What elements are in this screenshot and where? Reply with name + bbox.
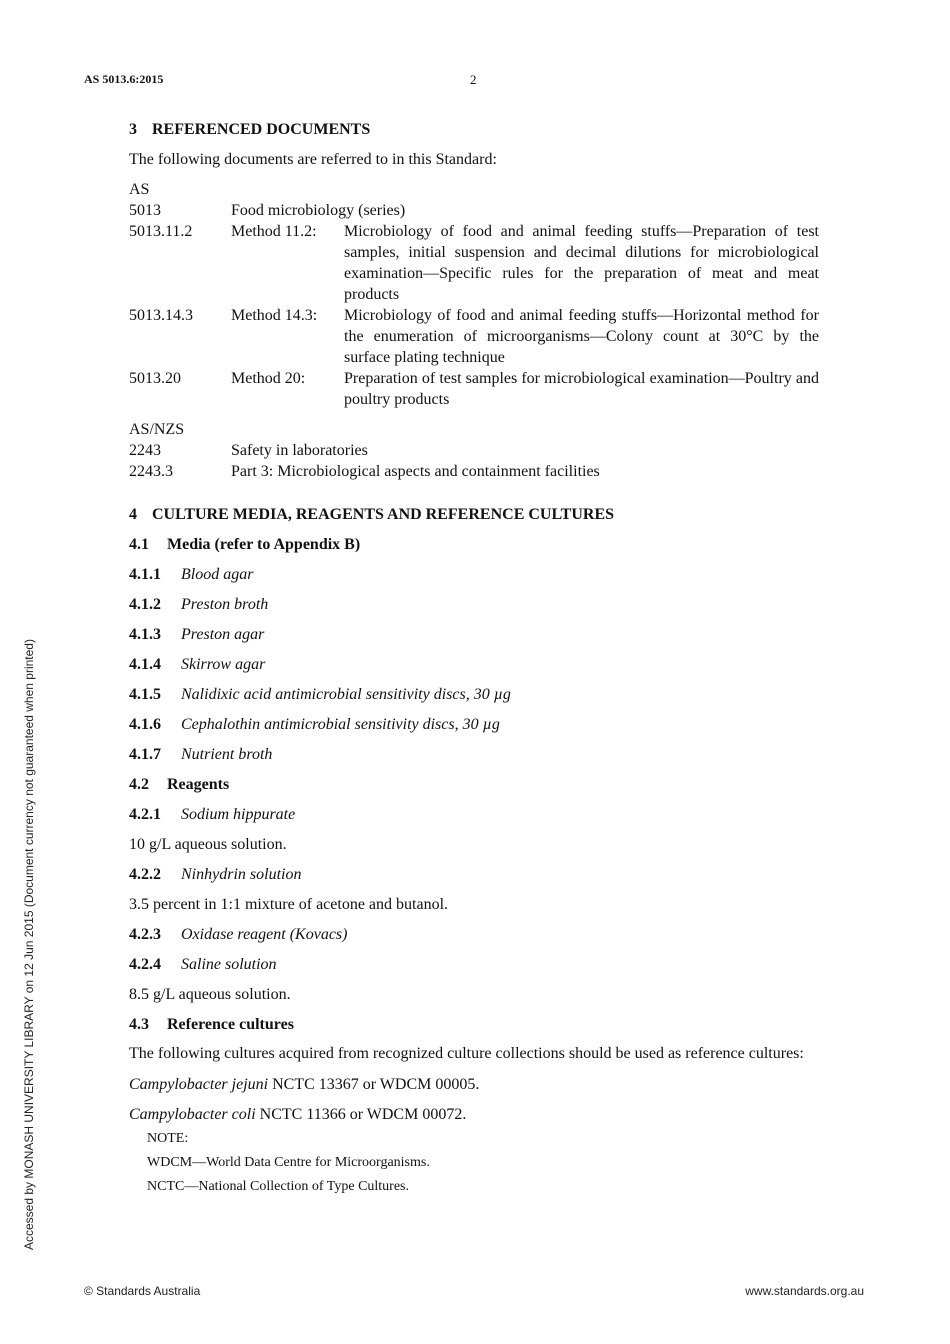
page-body [129,119,819,1199]
reference-cultures-intro: The following cultures acquired from recognized culture collections should be used as reference cultures: [129,1045,804,1062]
referenced-asnzs-group [129,419,819,482]
culture-item: Campylobacter jejuni NCTC 13367 or WDCM 00005. [129,1076,480,1093]
clause-4-3-heading: 4.3 Reference cultures [129,1016,294,1033]
reagent-item: 4.2.2 Ninhydrin solution [129,866,302,883]
media-item: 4.1.1 Blood agar [129,566,254,583]
media-item: 4.1.6 Cephalothin antimicrobial sensitivity discs, 30 µg [129,716,500,733]
media-item: 4.1.7 Nutrient broth [129,746,273,763]
footer-website: www.standards.org.au [745,1284,864,1298]
ref-group-label: AS [129,181,150,198]
reagent-description: 3.5 percent in 1:1 mixture of acetone and butanol. [129,896,449,913]
note-line: NCTC—National Collection of Type Cultures. [147,1179,410,1194]
note-line: WDCM—World Data Centre for Microorganisms. [147,1155,430,1170]
reagent-description: 10 g/L aqueous solution. [129,836,287,853]
media-item: 4.1.3 Preston agar [129,626,265,643]
reagent-description: 8.5 g/L aqueous solution. [129,986,291,1003]
reagent-item: 4.2.1 Sodium hippurate [129,806,296,823]
ref-row: 5013.14.3 Method 14.3: Microbiology of food and animal feeding stuffs—Horizontal method for the enumeration of microorganisms—Colony count at 30°C by the surface plating technique [129,307,819,366]
footer-copyright: © Standards Australia [84,1284,201,1298]
ref-group-label: AS/NZS [129,421,185,438]
media-item: 4.1.5 Nalidixic acid antimicrobial sensitivity discs, 30 µg [129,686,511,703]
reagent-item: 4.2.4 Saline solution [129,956,277,973]
page-number: 2 [470,72,477,87]
reagent-item: 4.2.3 Oxidase reagent (Kovacs) [129,926,348,943]
ref-row: 5013.20 Method 20: Preparation of test samples for microbiological examination—Poultry and poultry products [129,370,819,408]
referenced-as-group [129,179,819,410]
media-item: 4.1.2 Preston broth [129,596,269,613]
media-item: 4.1.4 Skirrow agar [129,656,266,673]
note-block [129,1127,819,1199]
section-3-heading: 3 REFERENCED DOCUMENTS [129,121,371,138]
access-watermark: Accessed by MONASH UNIVERSITY LIBRARY on 12 Jun 2015 (Document currency not guaranteed when printed) [22,639,36,1250]
clause-4-2-heading: 4.2 Reagents [129,776,230,793]
ref-row: 2243.3 Part 3: Microbiological aspects and containment facilities [129,463,600,480]
note-label: NOTE: [147,1131,189,1146]
ref-row: 2243 Safety in laboratories [129,442,368,459]
ref-row: 5013 Food microbiology (series) [129,202,406,219]
ref-row: 5013.11.2 Method 11.2: Microbiology of food and animal feeding stuffs—Preparation of test samples, initial suspension and decimal dilutions for microbiological examination—Specific rules for the preparation of meat and meat products [129,223,819,303]
section-4-heading: 4 CULTURE MEDIA, REAGENTS AND REFERENCE CULTURES [129,506,615,523]
culture-item: Campylobacter coli NCTC 11366 or WDCM 00072. [129,1106,467,1123]
section-3-intro: The following documents are referred to in this Standard: [129,151,497,168]
document-id: AS 5013.6:2015 [84,72,164,86]
clause-4-1-heading: 4.1 Media (refer to Appendix B) [129,536,361,553]
